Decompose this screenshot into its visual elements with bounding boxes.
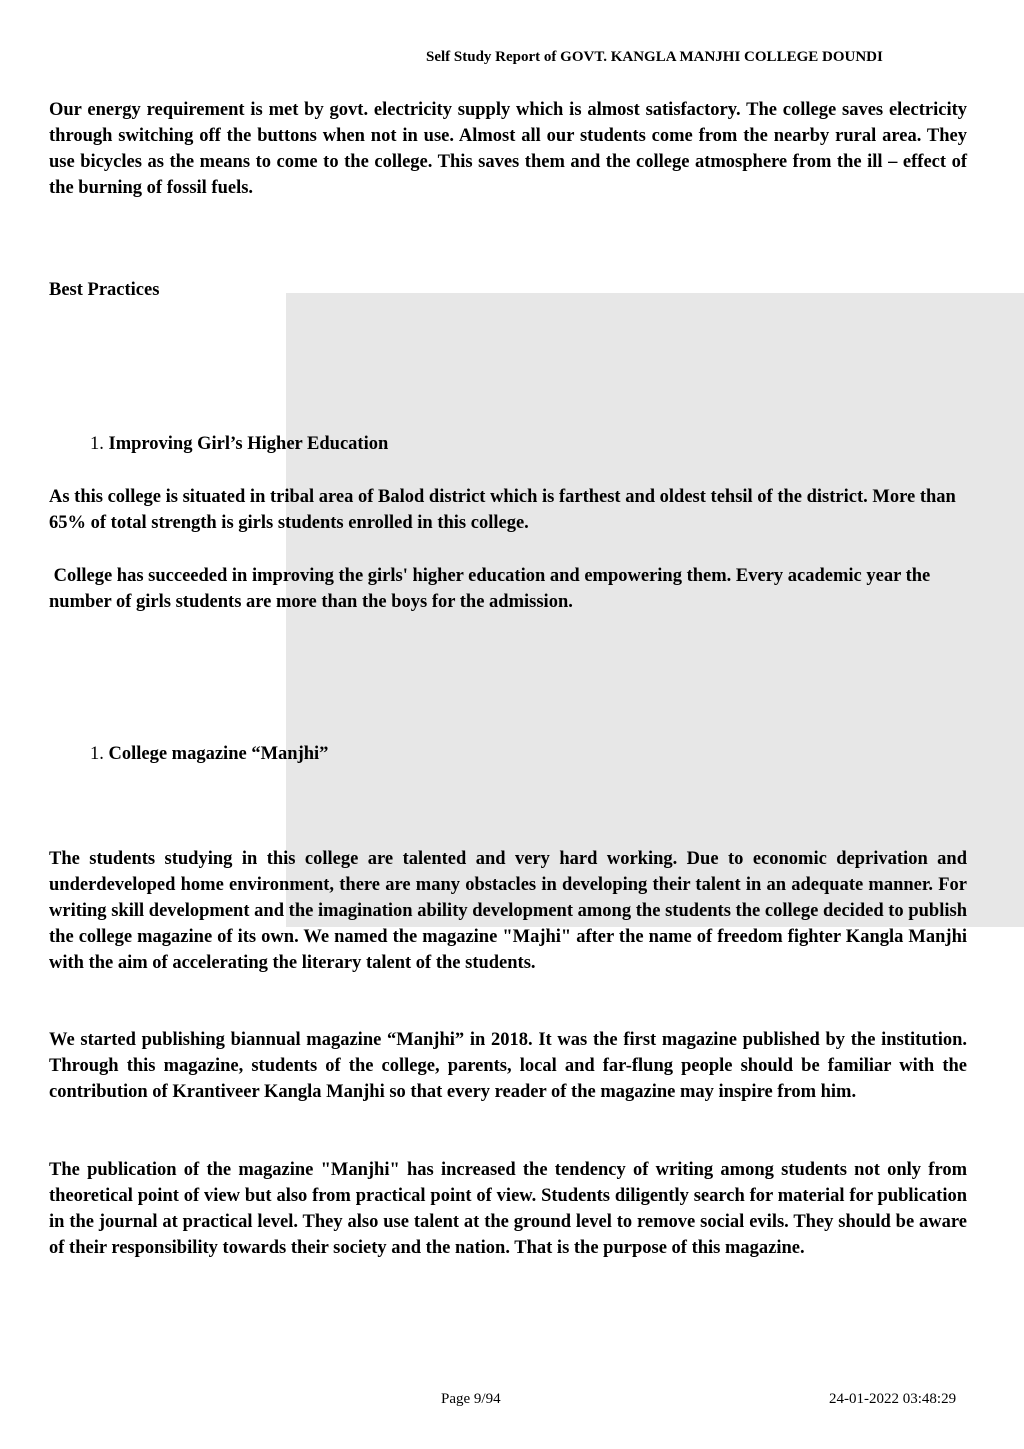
practice-2-paragraph-2: We started publishing biannual magazine “Manjhi” in 2018. It was the first magazine published by the institution. Through this magazine, students of the college, parents, local and far-flung people should be familiar with the contribution of Krantiveer Kangla Manjhi so that every reader of the magazine may inspire from him. [49,1030,967,1102]
page-number: Page 9/94 [441,1391,501,1407]
practice-2-paragraph-3: The publication of the magazine "Manjhi" has increased the tendency of writing among students not only from theoretical point of view but also from practical point of view. Students diligently search for material for publication in the journal at practical level. They also use talent at the ground level to remove social evils. They should be aware of their responsibility towards their society and the nation. That is the purpose of this magazine. [49,1160,967,1258]
practice-2-paragraph-1: The students studying in this college are talented and very hard working. Due to economic deprivation and underdeveloped home environment, there are many obstacles in developing their talent in an adequate manner. For writing skill development and the imagination ability development among the students the college decided to publish the college magazine of its own. We named the magazine "Majhi" after the name of freedom fighter Kangla Manjhi with the aim of accelerating the literary talent of the students. [49,849,967,973]
practice-1-paragraph-1: As this college is situated in tribal area of Balod district which is farthest and oldest tehsil of the district. More than 65% of total strength is girls students enrolled in this college. [49,487,956,533]
practice-2-number: 1. [90,744,104,764]
practice-1-heading [90,434,388,455]
practice-1-paragraph-2: College has succeeded in improving the girls' higher education and empowering them. Every academic year the number of girls students are more than the boys for the admission. [49,566,935,612]
energy-paragraph: Our energy requirement is met by govt. electricity supply which is almost satisfactory. The college saves electricity through switching off the buttons when not in use. Almost all our students come from the nearby rural area. They use bicycles as the means to come to the college. This saves them and the college atmosphere from the ill – effect of the burning of fossil fuels. [49,100,967,198]
page-header: Self Study Report of GOVT. KANGLA MANJHI COLLEGE DOUNDI [426,49,883,65]
practice-1-title: Improving Girl’s Higher Education [108,434,389,454]
practice-2-heading [90,744,328,765]
footer-datetime: 24-01-2022 03:48:29 [829,1391,957,1407]
practice-2-title: College magazine “Manjhi” [108,744,329,764]
best-practices-heading: Best Practices [49,280,160,300]
practice-1-number: 1. [90,434,104,454]
